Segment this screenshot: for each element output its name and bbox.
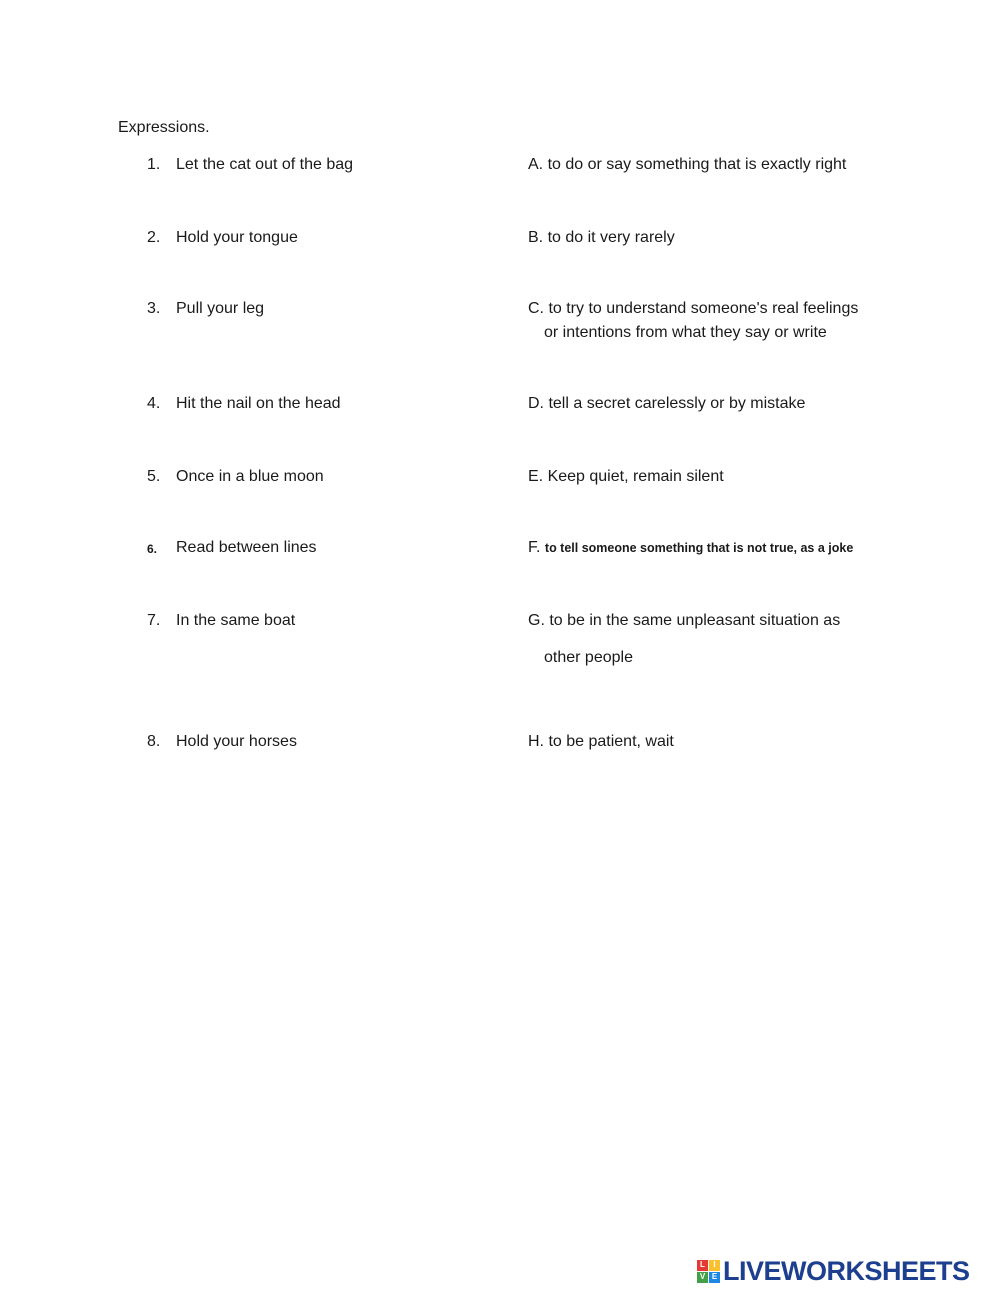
definition-line: H. to be patient, wait: [528, 733, 674, 750]
definition-line: or intentions from what they say or write: [544, 324, 827, 341]
definition-text: [528, 536, 853, 560]
definition-line: C. to try to understand someone's real feelings: [528, 300, 859, 317]
expression-text: Once in a blue moon: [176, 468, 324, 485]
definition-text: [528, 465, 724, 489]
item-number: 3.: [147, 300, 161, 317]
expression-text: In the same boat: [176, 612, 296, 629]
definition-text: [528, 297, 858, 345]
expression-text: Read between lines: [176, 539, 317, 556]
definition-letter: F.: [528, 539, 541, 556]
item-number: 6.: [147, 542, 158, 556]
definition-line: G. to be in the same unpleasant situation as: [528, 612, 841, 629]
logo-text: LIVEWORKSHEETS: [723, 1255, 970, 1286]
item-number: 5.: [147, 468, 161, 485]
definition-line: D. tell a secret carelessly or by mistake: [528, 395, 806, 412]
liveworksheets-logo[interactable]: [697, 1256, 970, 1286]
logo-square: I: [709, 1260, 720, 1271]
definition-line: A. to do or say something that is exactly right: [528, 156, 847, 173]
logo-mark-icon: [697, 1260, 720, 1283]
item-number: 4.: [147, 395, 161, 412]
definition-text: [528, 609, 840, 670]
logo-square: L: [697, 1260, 708, 1271]
expression-text: Hit the nail on the head: [176, 395, 341, 412]
definition-line: E. Keep quiet, remain silent: [528, 468, 724, 485]
expression-text: Let the cat out of the bag: [176, 156, 354, 173]
item-number: 7.: [147, 612, 161, 629]
expression-text: Hold your horses: [176, 733, 297, 750]
definition-text: [528, 392, 805, 416]
logo-square: E: [709, 1272, 720, 1283]
definition-line: B. to do it very rarely: [528, 229, 675, 246]
expression-text: Pull your leg: [176, 300, 265, 317]
item-number: 2.: [147, 229, 161, 246]
expression-text: Hold your tongue: [176, 229, 298, 246]
worksheet-title: Expressions.: [118, 119, 210, 136]
item-number: 1.: [147, 156, 161, 173]
definition-text: [528, 153, 846, 177]
definition-text: [528, 226, 675, 250]
definition-text: [528, 730, 674, 754]
logo-square: V: [697, 1272, 708, 1283]
definition-line: to tell someone something that is not true, as a joke: [544, 541, 854, 555]
item-number: 8.: [147, 733, 161, 750]
definition-line: other people: [544, 649, 633, 666]
